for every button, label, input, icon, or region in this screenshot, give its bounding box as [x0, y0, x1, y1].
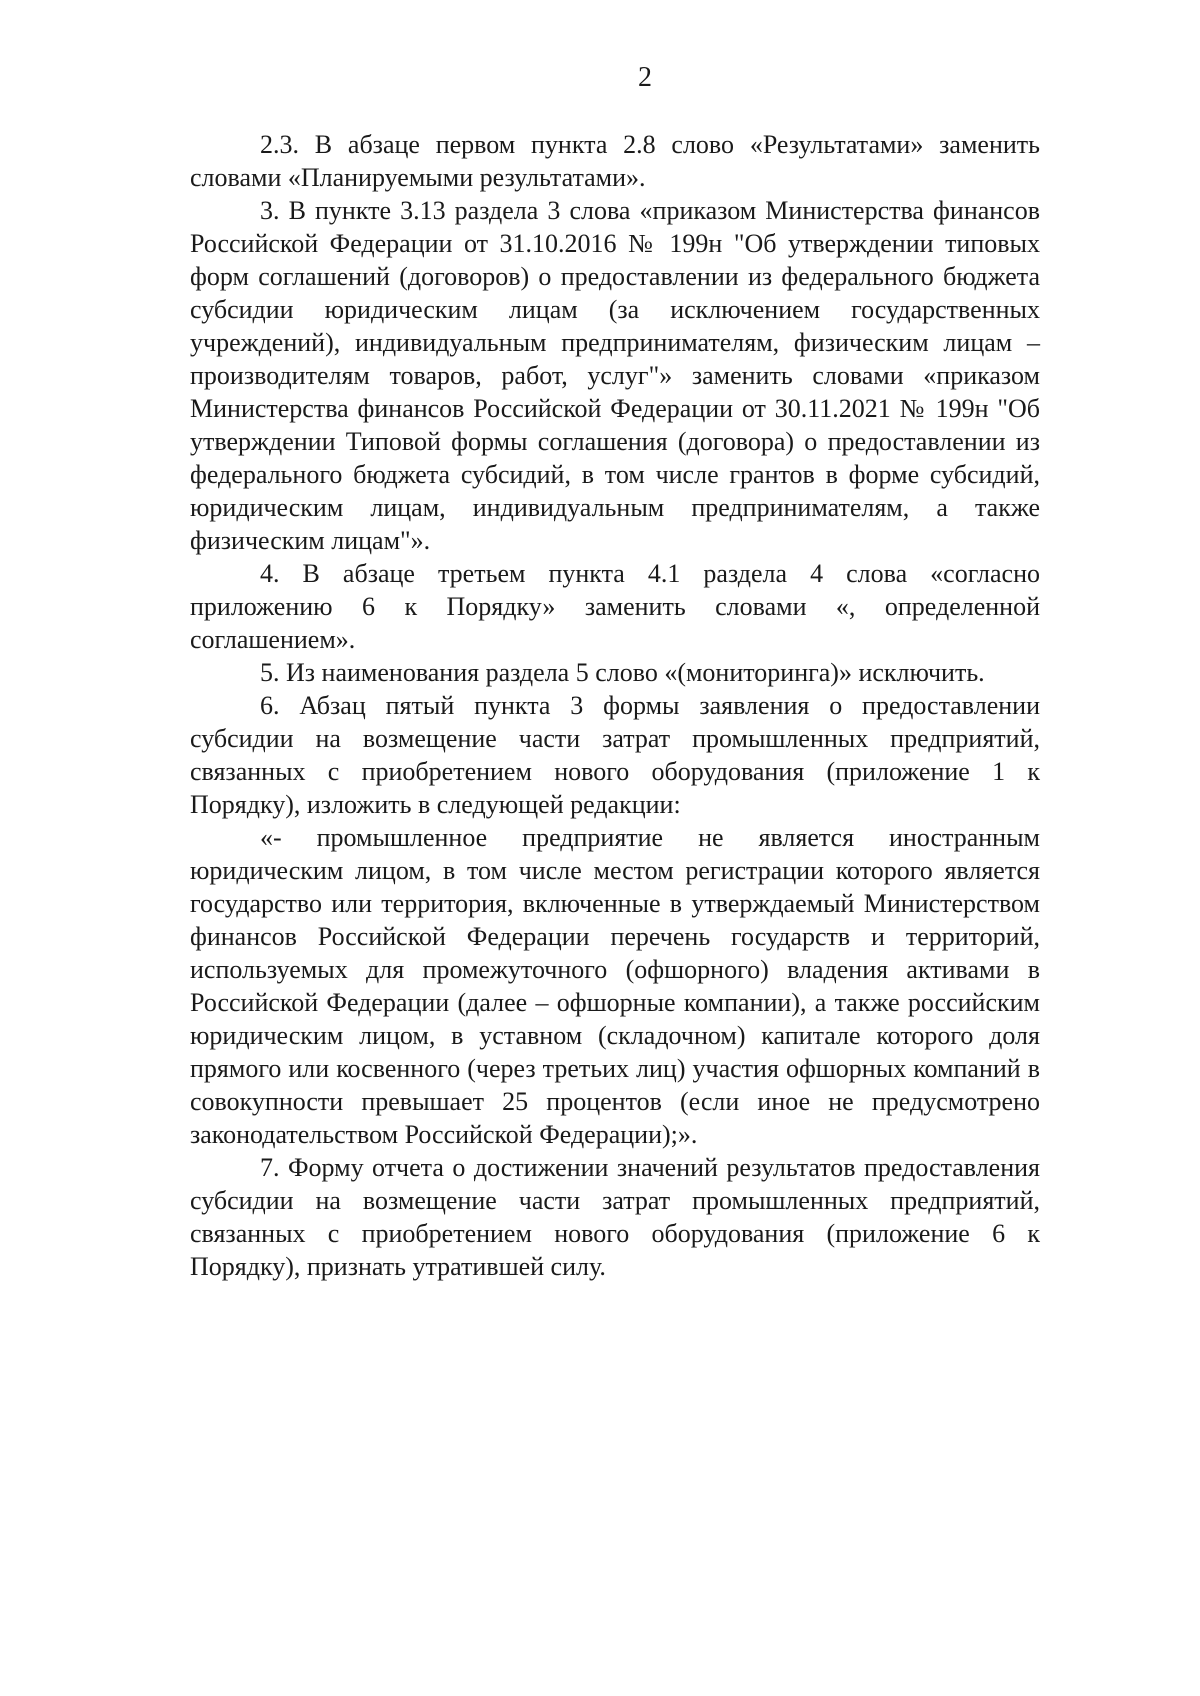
paragraph-3: 3. В пункте 3.13 раздела 3 слова «приказом Министерства финансов Российской Федерации от 31.10.2016 № 199н "Об утверждении типовых форм соглашений (договоров) о предоставлении из федерального бюджета субсидии юридическим лицам (за исключением государственных учреждений), индивидуальным предпринимателям, физическим лицам – производителям товаров, работ, услуг"» заменить словами «приказом Министерства финансов Российской Федерации от 30.11.2021 № 199н "Об утверждении Типовой формы соглашения (договора) о предоставлении из федерального бюджета субсидий, в том числе грантов в форме субсидий, юридическим лицам, индивидуальным предпринимателям, а также физическим лицам"».: [190, 196, 1040, 555]
paragraph-7: 7. Форму отчета о достижении значений результатов предоставления субсидии на возмещение части затрат промышленных предприятий, связанных с приобретением нового оборудования (приложение 6 к Порядку), признать утратившей силу.: [190, 1153, 1040, 1281]
paragraph-5: 5. Из наименования раздела 5 слово «(мониторинга)» исключить.: [260, 658, 985, 687]
paragraph-4: 4. В абзаце третьем пункта 4.1 раздела 4 слова «согласно приложению 6 к Порядку» заменить словами «, определенной соглашением».: [190, 559, 1040, 654]
document-body: [190, 128, 1040, 1283]
paragraph-6: 6. Абзац пятый пункта 3 формы заявления о предоставлении субсидии на возмещение части затрат промышленных предприятий, связанных с приобретением нового оборудования (приложение 1 к Порядку), изложить в следующей редакции:: [190, 691, 1040, 819]
paragraph-6-quote: «- промышленное предприятие не является иностранным юридическим лицом, в том числе местом регистрации которого является государство или территория, включенные в утверждаемый Министерством финансов Российской Федерации перечень государств и территорий, используемых для промежуточного (офшорного) владения активами в Российской Федерации (далее – офшорные компании), а также российским юридическим лицом, в уставном (складочном) капитале которого доля прямого или косвенного (через третьих лиц) участия офшорных компаний в совокупности превышает 25 процентов (если иное не предусмотрено законодательством Российской Федерации);».: [190, 823, 1040, 1149]
page-number: 2: [638, 62, 652, 93]
paragraph-2-3: 2.3. В абзаце первом пункта 2.8 слово «Результатами» заменить словами «Планируемыми результатами».: [190, 130, 1040, 192]
